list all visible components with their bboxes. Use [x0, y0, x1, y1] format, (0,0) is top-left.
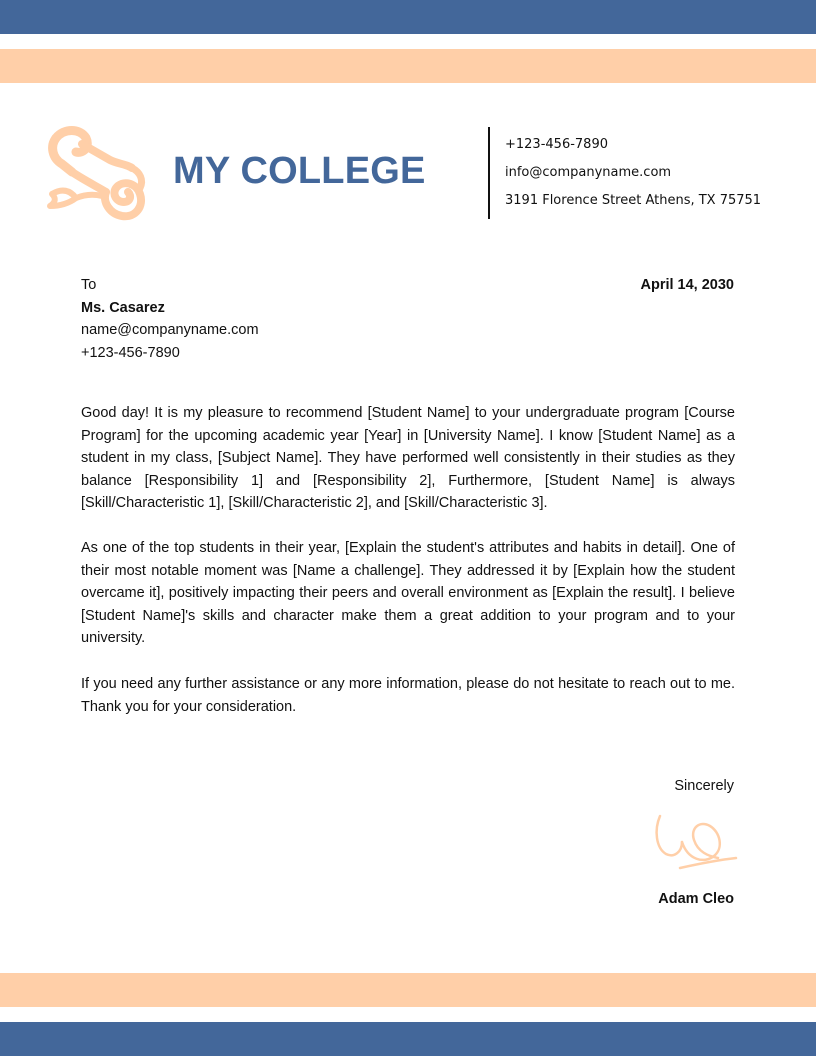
top-blue-band: [0, 0, 816, 34]
body-paragraph-3: If you need any further assistance or any more information, please do not hesitate to reach out to me. Thank you for your consideration.: [81, 676, 735, 715]
recipient-to-label: To: [81, 277, 97, 293]
body-paragraph-2: As one of the top students in their year, [Explain the student's attributes and habits in detail]. One of their most notable moment was [Name a challenge]. They addressed it by [Explain how the student overcame it], positively impacting their peers and overall environment as [Explain the result]. I believe [Student Name]'s skills and character make them a great addition to your program and to your university.: [81, 540, 735, 646]
bottom-blue-band: [0, 1022, 816, 1056]
body-paragraph-1: Good day! It is my pleasure to recommend [Student Name] to your undergraduate program [Course Program] for the upcoming academic year [Year] in [University Name]. I know [Student Name] as a student in my class, [Subject Name]. They have performed well consistently in their studies as they balance [Responsibility 1] and [Responsibility 2], Furthermore, [Student Name] is always [Skill/Characteristic 1], [Skill/Characteristic 2], and [Skill/Characteristic 3].: [81, 405, 735, 511]
top-peach-band: [0, 49, 816, 83]
letter-date: April 14, 2030: [640, 277, 734, 293]
college-phone: +123-456-7890: [505, 137, 608, 152]
closing-salutation: Sincerely: [674, 778, 734, 794]
recipient-email: name@companyname.com: [81, 322, 259, 338]
recipient-phone: +123-456-7890: [81, 345, 180, 361]
college-address: 3191 Florence Street Athens, TX 75751: [505, 193, 762, 208]
signer-name: Adam Cleo: [658, 891, 734, 907]
diploma-scroll-icon: [44, 124, 150, 222]
recipient-name: Ms. Casarez: [81, 300, 165, 316]
header-divider: [488, 127, 490, 219]
handwritten-signature-icon: [652, 808, 738, 874]
bottom-peach-band: [0, 973, 816, 1007]
college-name: MY COLLEGE: [173, 150, 426, 192]
college-email: info@companyname.com: [505, 165, 672, 180]
